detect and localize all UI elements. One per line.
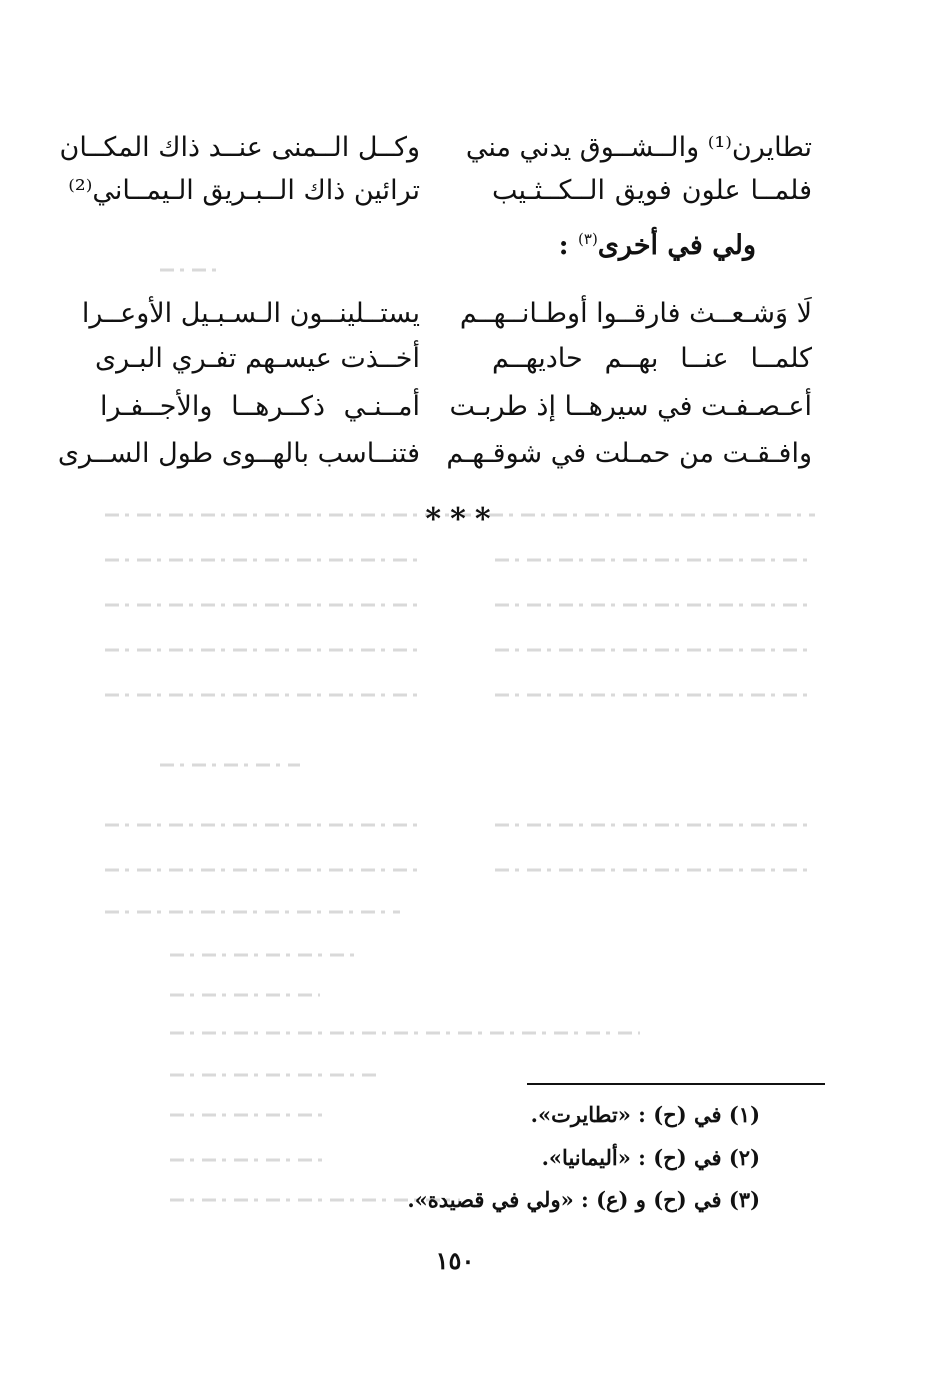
footnote-3: (٣) في (ح) و (ع) : «ولي في قصيدة». [407, 1187, 760, 1212]
poem1-left-line-1: وكــل الــمنى عنــد ذاك المكــان [59, 132, 420, 163]
poem2-right-line-4: وافـقـت من حمـلت في شوقـهـم [446, 438, 812, 469]
poem2-left-line-2: أخــذت عيسـهم تفـري البـرى [95, 343, 420, 374]
poem2-left-line-4: فتنــاسب بالهــوى طول الســرى [57, 438, 420, 469]
poem2-right-line-2: كلمــا عنــا بهــم حاديهــم [492, 343, 812, 374]
poem2-right-line-3: أعـصـفـت في سيرهــا إذ طربـت [449, 391, 812, 422]
poem2-left-line-3: أمــنـي ذكــرهــا والأجــفـرا [100, 391, 420, 422]
page-number: ١٥٠ [435, 1246, 475, 1275]
poem1-right-line-1: تطايرن⁽¹⁾ والــشــوق يدني مني [465, 132, 812, 163]
poem2-right-line-1: لَا وَشـعــث فارقــوا أوطـانــهــم [459, 298, 812, 329]
footnote-1: (١) في (ح) : «تطايرت». [530, 1102, 760, 1127]
section-heading [420, 230, 756, 261]
poem2-left-line-1: يستــلينــون الـسـبـيل الأوعــرا [81, 298, 420, 329]
heading-text: ولي في أخرى [597, 230, 756, 261]
footnote-2: (٢) في (ح) : «أليمانيا». [541, 1145, 760, 1170]
heading-footnote-mark: (٣) [578, 230, 598, 248]
poem1-right-line-2: فلمــا علون فويق الــكــثـيب [492, 175, 812, 206]
poem1-left-line-2: ترائين ذاك الــبـريق الـيمــاني⁽²⁾ [68, 175, 420, 206]
footnote-rule [527, 1083, 825, 1085]
heading-colon: : [558, 230, 569, 261]
asterisk-separator: ∗∗∗ [422, 496, 498, 531]
